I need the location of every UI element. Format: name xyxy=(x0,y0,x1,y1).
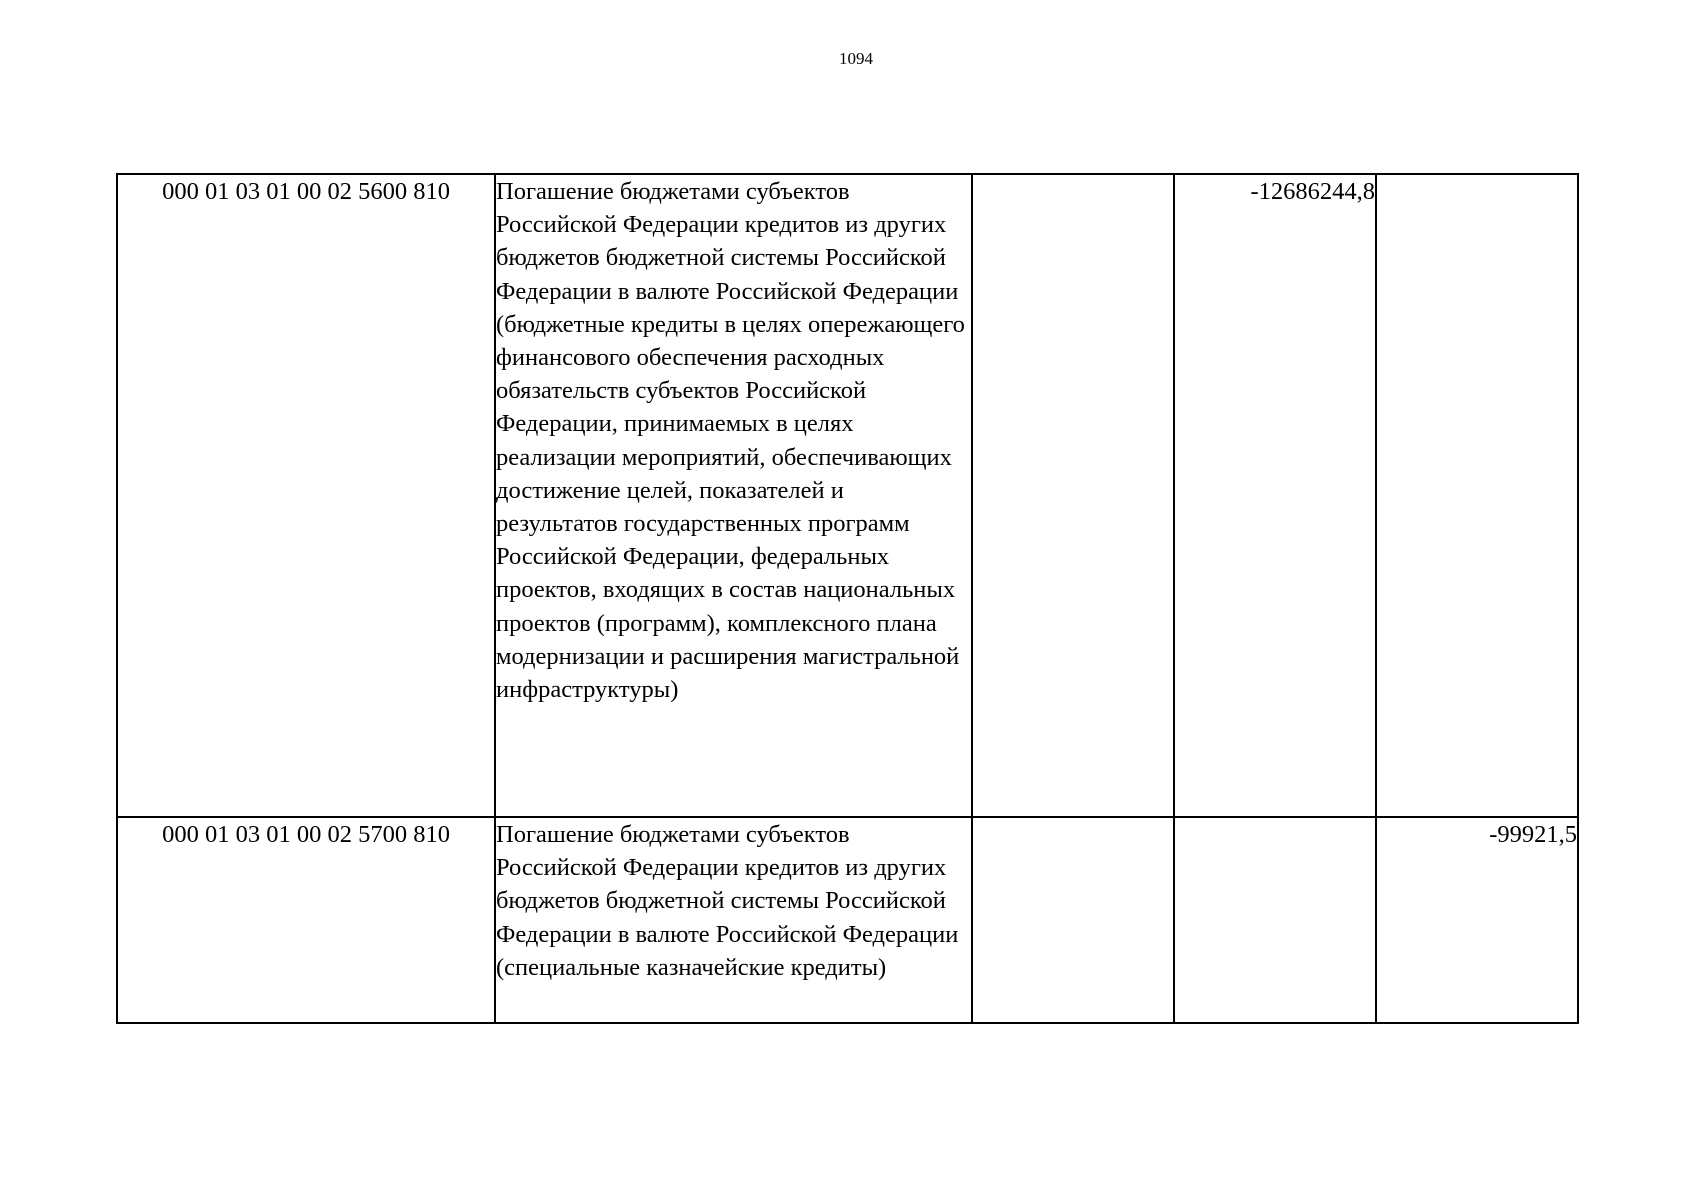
table-row xyxy=(117,817,1578,1023)
value-cell-3: -99921,5 xyxy=(1376,817,1578,1023)
item-name-cell: Погашение бюджетами субъектов Российской Федерации кредитов из других бюджетов бюджетной системы Российской Федерации в валюте Российской Федерации (бюджетные кредиты в целях опережающего финансового обеспечения расходных обязательств субъектов Российской Федерации, принимаемых в целях реализации мероприятий, обеспечивающих достижение целей, показателей и результатов государственных программ Российской Федерации, федеральных проектов, входящих в состав национальных проектов (программ), комплексного плана модернизации и расширения магистральной инфраструктуры) xyxy=(495,174,972,817)
value-cell-1 xyxy=(972,817,1174,1023)
item-name-cell: Погашение бюджетами субъектов Российской Федерации кредитов из других бюджетов бюджетной системы Российской Федерации в валюте Российской Федерации (специальные казначейские кредиты) xyxy=(495,817,972,1023)
budget-code-cell: 000 01 03 01 00 02 5600 810 xyxy=(117,174,495,817)
budget-code-cell: 000 01 03 01 00 02 5700 810 xyxy=(117,817,495,1023)
table-row xyxy=(117,174,1578,817)
value-cell-3 xyxy=(1376,174,1578,817)
value-cell-2: -12686244,8 xyxy=(1174,174,1376,817)
budget-table xyxy=(116,173,1579,1024)
page-number: 1094 xyxy=(839,49,873,68)
value-cell-2 xyxy=(1174,817,1376,1023)
value-cell-1 xyxy=(972,174,1174,817)
